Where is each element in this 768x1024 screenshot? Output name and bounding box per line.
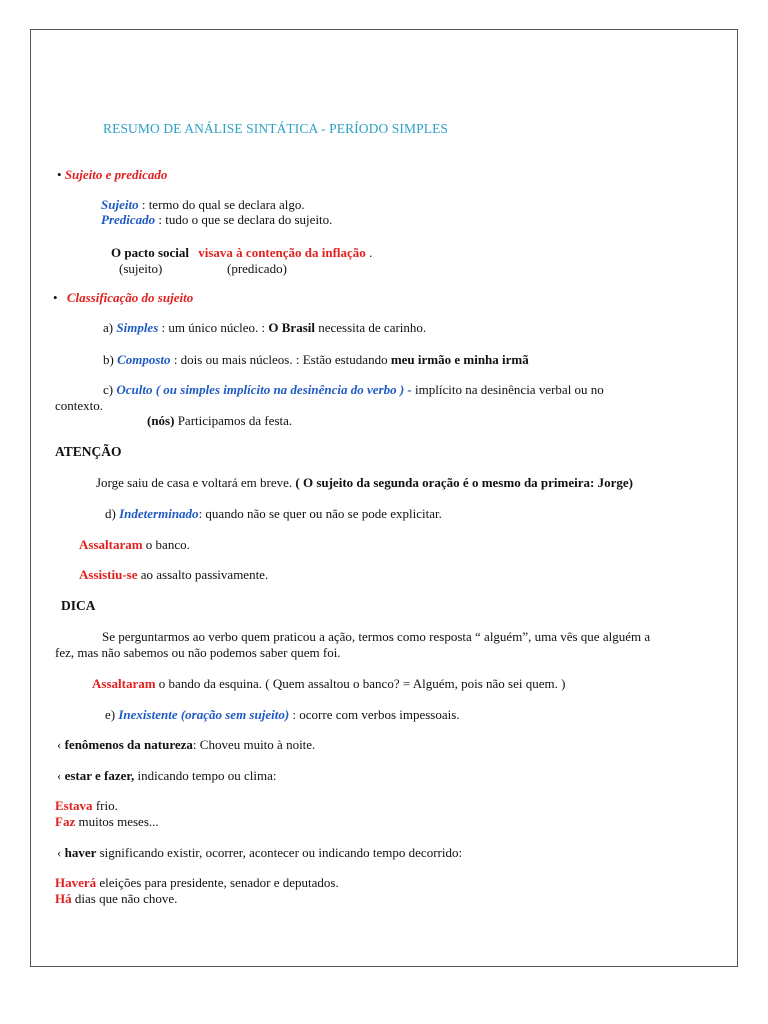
- example-faz: Faz muitos meses...: [55, 814, 159, 829]
- term-predicado: Predicado: [101, 212, 156, 227]
- item-inexistente: e) Inexistente (oração sem sujeito) : ocorre com verbos impessoais.: [105, 707, 460, 722]
- example-indeterminado-2: Assistiu-se ao assalto passivamente.: [79, 567, 269, 582]
- heading-atencao: ATENÇÃO: [55, 444, 122, 459]
- example-havera: Haverá eleições para presidente, senador e deputados.: [55, 875, 339, 890]
- dica-text-line2: fez, mas não sabemos ou não podemos saber quem foi.: [55, 645, 341, 660]
- definition-predicado: Predicado : tudo o que se declara do sujeito.: [101, 212, 333, 227]
- item-simples: a) Simples : um único núcleo. : O Brasil necessita de carinho.: [103, 320, 427, 335]
- section-heading: Sujeito e predicado: [64, 167, 168, 182]
- case-estar-fazer: ‹ estar e fazer, indicando tempo ou clima:: [57, 768, 277, 783]
- section-heading: Classificação do sujeito: [66, 290, 194, 305]
- example-estava: Estava frio.: [55, 798, 118, 813]
- example-dica: Assaltaram o bando da esquina. ( Quem assaltou o banco? = Alguém, pois não sei quem. ): [92, 676, 566, 691]
- label-predicado: (predicado): [227, 261, 287, 276]
- item-indeterminado: d) Indeterminado: quando não se quer ou não se pode explicitar.: [105, 506, 442, 521]
- example-predicate: visava à contenção da inflação: [198, 245, 366, 260]
- item-oculto: c) Oculto ( ou simples implícito na desinência do verbo ) - implícito na desinência verbal ou no: [103, 382, 604, 397]
- example-subject: O pacto social: [111, 245, 189, 260]
- section-sujeito-predicado: [57, 167, 167, 183]
- term-inexistente: Inexistente (oração sem sujeito): [118, 707, 290, 722]
- term-simples: Simples: [116, 320, 159, 335]
- item-composto: b) Composto : dois ou mais núcleos. : Estão estudando meu irmão e minha irmã: [103, 352, 529, 367]
- document-title: RESUMO DE ANÁLISE SINTÁTICA - PERÍODO SIMPLES: [103, 121, 449, 136]
- bullet: •: [53, 290, 58, 305]
- item-oculto-cont: contexto.: [55, 398, 104, 413]
- definition-sujeito: Sujeito : termo do qual se declara algo.: [101, 197, 305, 212]
- heading-dica: DICA: [61, 598, 96, 613]
- bullet: •: [57, 167, 62, 182]
- example-indeterminado-1: Assaltaram o banco.: [79, 537, 190, 552]
- example-oculto: (nós) Participamos da festa.: [147, 413, 293, 428]
- label-sujeito: (sujeito): [119, 261, 163, 276]
- term-indeterminado: Indeterminado: [119, 506, 199, 521]
- section-classificacao: [53, 290, 193, 306]
- dica-text-line1: Se perguntarmos ao verbo quem praticou a ação, termos como resposta “ alguém”, uma vês que alguém a: [102, 629, 651, 644]
- case-haver: ‹ haver significando existir, ocorrer, acontecer ou indicando tempo decorrido:: [57, 845, 463, 860]
- term-sujeito: Sujeito: [101, 197, 139, 212]
- atencao-text: Jorge saiu de casa e voltará em breve. ( O sujeito da segunda oração é o mesmo da primeira: Jorge): [96, 475, 633, 490]
- example-sentence: O pacto social visava à contenção da inflação .: [111, 245, 373, 260]
- case-fenomenos: ‹ fenômenos da natureza: Choveu muito à noite.: [57, 737, 316, 752]
- example-ha: Há dias que não chove.: [55, 891, 178, 906]
- term-composto: Composto: [117, 352, 171, 367]
- term-oculto: Oculto ( ou simples implícito na desinência do verbo ) -: [116, 382, 415, 397]
